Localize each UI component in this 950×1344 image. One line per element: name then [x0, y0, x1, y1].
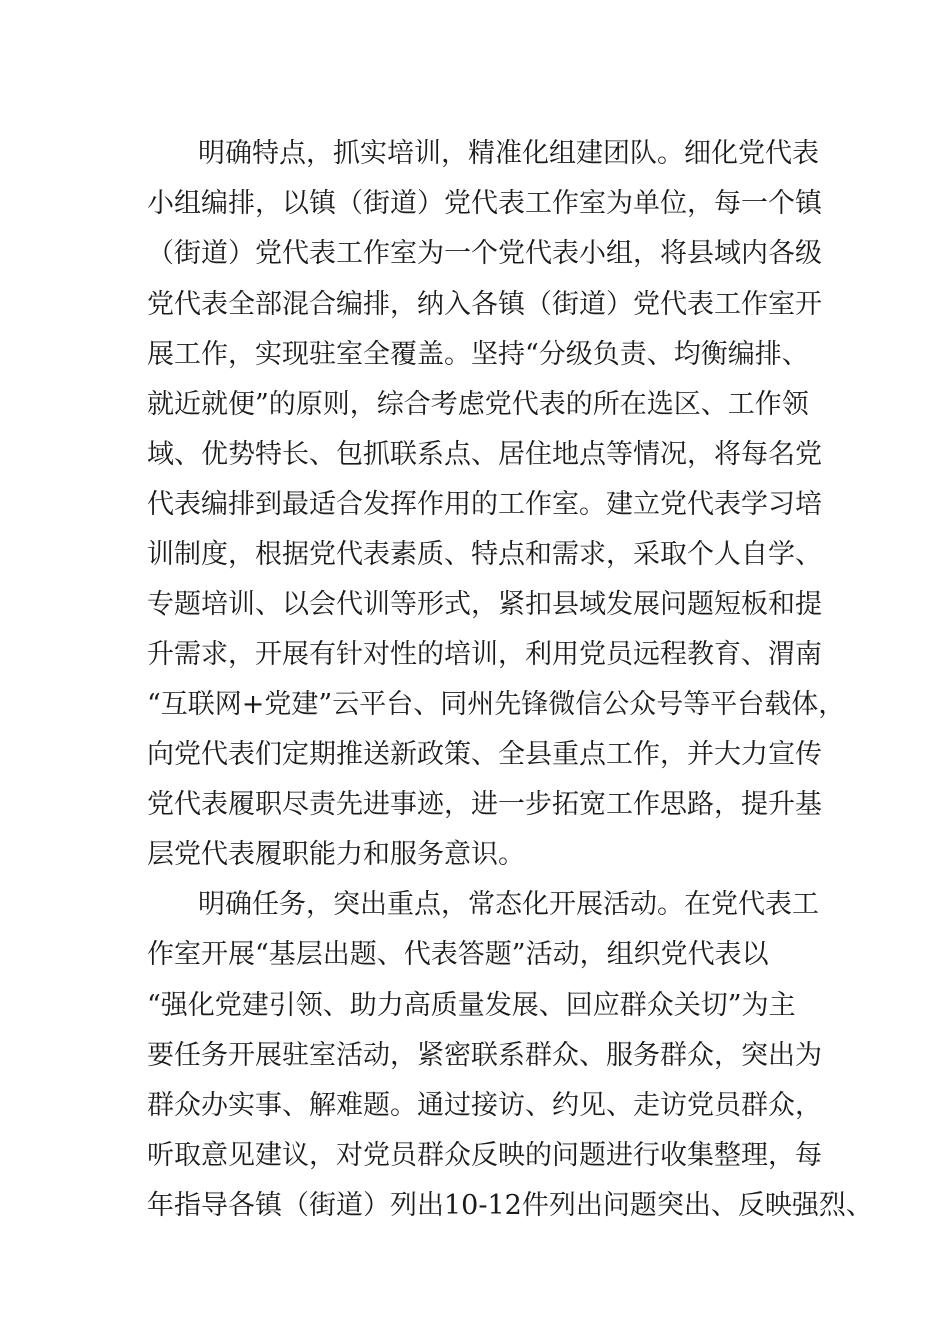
- paragraph-2-line-2: 作室开展“基层出题、代表答题”活动，组织党代表以: [147, 939, 769, 970]
- paragraph-1-line-13: 向党代表们定期推送新政策、全县重点工作，并大力宣传: [147, 739, 822, 770]
- paragraph-1-line-7: 域、优势特长、包抓联系点、居住地点等情况，将每名党: [147, 439, 822, 470]
- paragraph-2-line-1: 明确任务，突出重点，常态化开展活动。在党代表工: [198, 889, 819, 920]
- paragraph-2-line-7: 年指导各镇（街道）列出10-12件列出问题突出、反映强烈、: [147, 1190, 873, 1221]
- paragraph-1-line-5: 展工作，实现驻室全覆盖。坚持“分级负责、均衡编排、: [147, 339, 809, 370]
- paragraph-2-line-4: 要任务开展驻室活动，紧密联系群众、服务群众，突出为: [147, 1040, 822, 1071]
- paragraph-1-line-4: 党代表全部混合编排，纳入各镇（街道）党代表工作室开: [147, 289, 822, 320]
- paragraph-1-line-9: 训制度，根据党代表素质、特点和需求，采取个人自学、: [147, 539, 822, 570]
- paragraph-1-line-15: 层党代表履职能力和服务意识。: [147, 839, 525, 870]
- paragraph-1-line-2: 小组编排，以镇（街道）党代表工作室为单位，每一个镇: [147, 188, 822, 219]
- paragraph-2-line-5: 群众办实事、解难题。通过接访、约见、走访党员群众，: [147, 1090, 822, 1121]
- paragraph-1-line-10: 专题培训、以会代训等形式，紧扣县域发展问题短板和提: [147, 589, 822, 620]
- paragraph-1-line-1: 明确特点，抓实培训，精准化组建团队。细化党代表: [198, 138, 819, 169]
- paragraph-1-line-14: 党代表履职尽责先进事迹，进一步拓宽工作思路，提升基: [147, 789, 822, 820]
- paragraph-1-line-6: 就近就便”的原则，综合考虑党代表的所在选区、工作领: [147, 389, 809, 420]
- paragraph-2-line-6: 听取意见建议，对党员群众反映的问题进行收集整理，每: [147, 1140, 822, 1171]
- paragraph-2-line-3: “强化党建引领、助力高质量发展、回应群众关切”为主: [147, 990, 796, 1021]
- paragraph-1-line-12: “互联网+党建”云平台、同州先锋微信公众号等平台载体，: [147, 689, 846, 720]
- paragraph-1-line-8: 代表编排到最适合发挥作用的工作室。建立党代表学习培: [147, 489, 822, 520]
- paragraph-1-line-11: 升需求，开展有针对性的培训，利用党员远程教育、渭南: [147, 639, 822, 670]
- paragraph-1-line-3: （街道）党代表工作室为一个党代表小组，将县域内各级: [147, 238, 822, 269]
